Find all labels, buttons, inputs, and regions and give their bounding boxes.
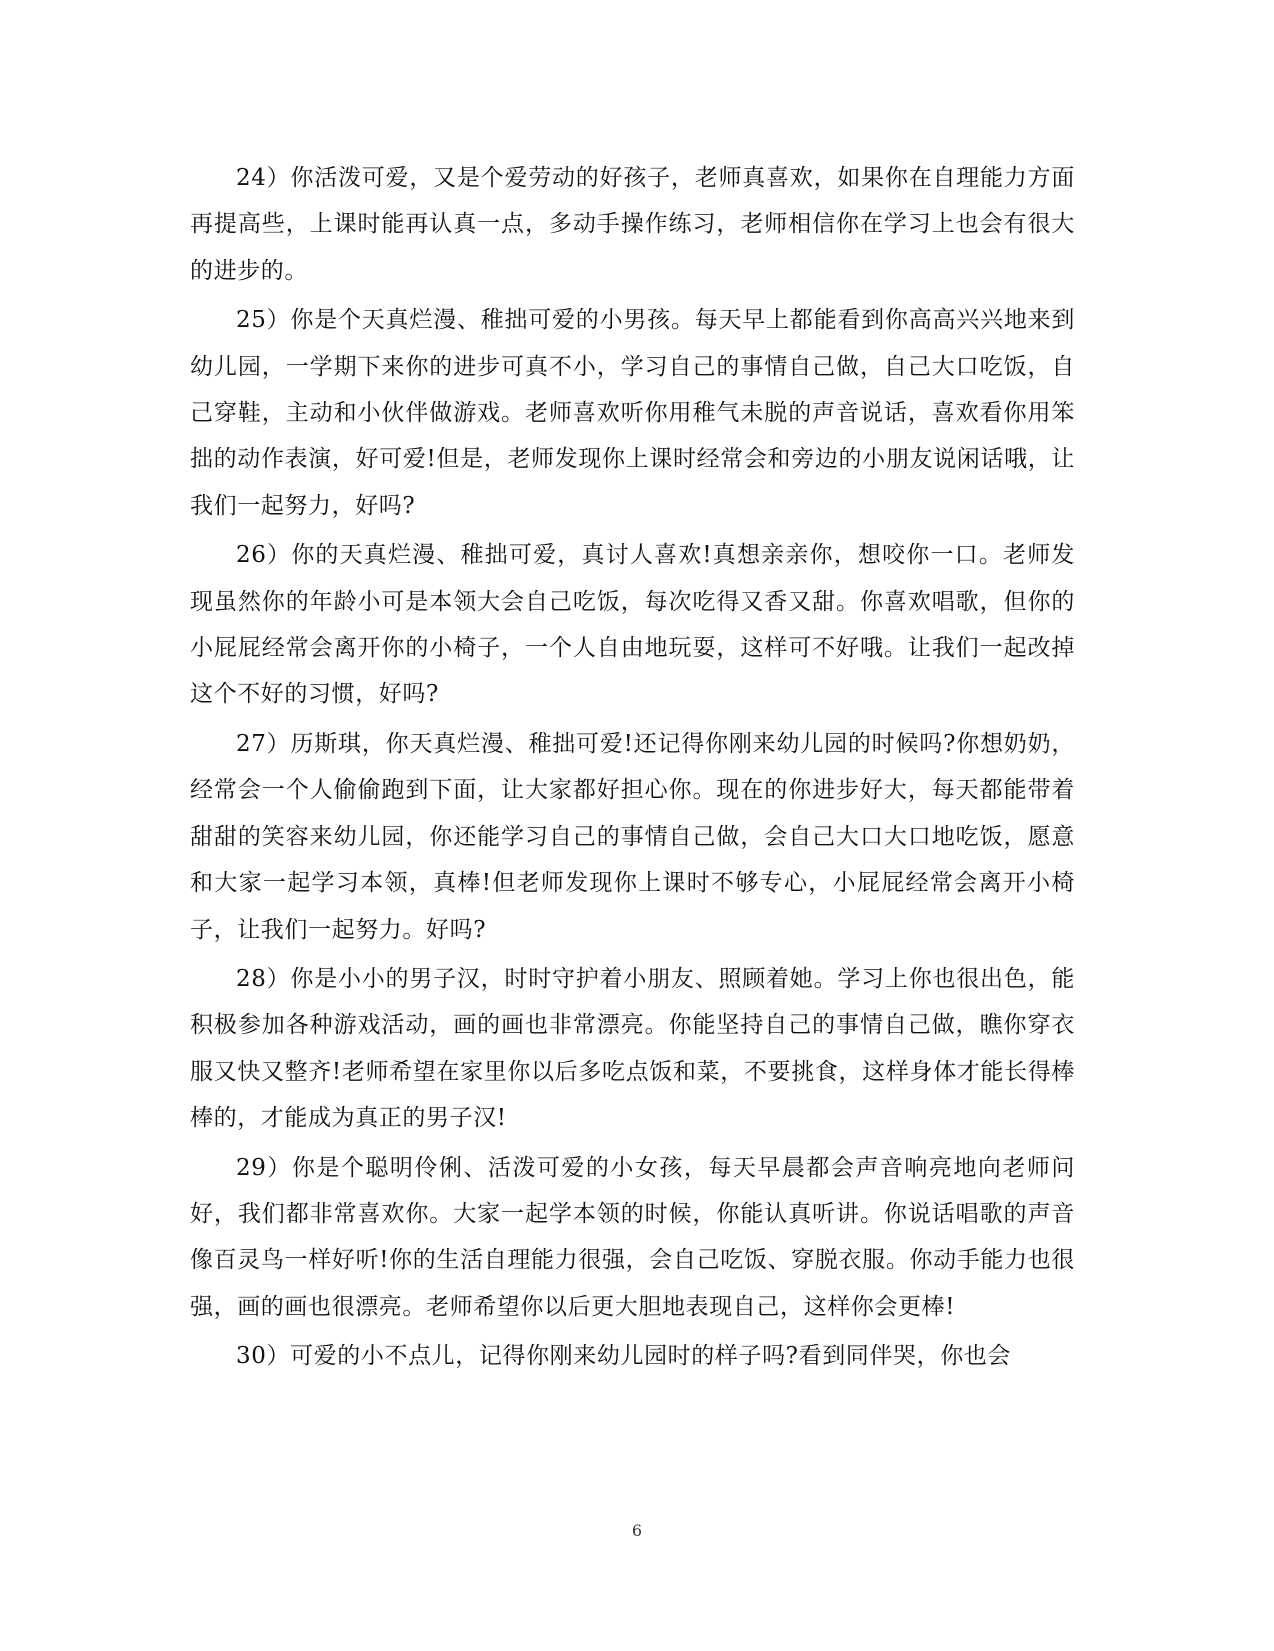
paragraph-29: 29）你是个聪明伶俐、活泼可爱的小女孩，每天早晨都会声音响亮地向老师问好，我们都非常喜欢你。大家一起学本领的时候，你能认真听讲。你说话唱歌的声音像百灵鸟一样好听!你的生活自理能力很强，会自己吃饭、穿脱衣服。你动手能力也很强，画的画也很漂亮。老师希望你以后更大胆地表现自己，这样你会更棒! bbox=[190, 1154, 1075, 1320]
paragraph-25: 25）你是个天真烂漫、稚拙可爱的小男孩。每天早上都能看到你高高兴兴地来到幼儿园，一学期下来你的进步可真不小，学习自己的事情自己做，自己大口吃饭，自己穿鞋，主动和小伙伴做游戏。老师喜欢听你用稚气未脱的声音说话，喜欢看你用笨拙的动作表演，好可爱!但是，老师发现你上课时经常会和旁边的小朋友说闲话哦，让我们一起努力，好吗? bbox=[190, 307, 1075, 519]
paragraph-26: 26）你的天真烂漫、稚拙可爱，真讨人喜欢!真想亲亲你，想咬你一口。老师发现虽然你的年龄小可是本领大会自己吃饭，每次吃得又香又甜。你喜欢唱歌，但你的小屁屁经常会离开你的小椅子，一个人自由地玩耍，这样可不好哦。让我们一起改掉这个不好的习惯，好吗? bbox=[190, 542, 1075, 708]
paragraph-24: 24）你活泼可爱，又是个爱劳动的好孩子，老师真喜欢，如果你在自理能力方面再提高些，上课时能再认真一点，多动手操作练习，老师相信你在学习上也会有很大的进步的。 bbox=[190, 165, 1075, 284]
paragraph-27: 27）历斯琪，你天真烂漫、稚拙可爱!还记得你刚来幼儿园的时候吗?你想奶奶，经常会一个人偷偷跑到下面，让大家都好担心你。现在的你进步好大，每天都能带着甜甜的笑容来幼儿园，你还能学习自己的事情自己做，会自己大口大口地吃饭，愿意和大家一起学习本领，真棒!但老师发现你上课时不够专心，小屁屁经常会离开小椅子，让我们一起努力。好吗? bbox=[190, 730, 1075, 943]
page-number: 6 bbox=[631, 1521, 643, 1540]
paragraph-30: 30）可爱的小不点儿，记得你刚来幼儿园时的样子吗?看到同伴哭，你也会 bbox=[236, 1343, 1011, 1370]
paragraph-28: 28）你是小小的男子汉，时时守护着小朋友、照顾着她。学习上你也很出色，能积极参加各种游戏活动，画的画也非常漂亮。你能坚持自己的事情自己做，瞧你穿衣服又快又整齐!老师希望在家里你以后多吃点饭和菜，不要挑食，这样身体才能长得棒棒的，才能成为真正的男子汉! bbox=[190, 965, 1075, 1132]
document-body bbox=[190, 155, 1075, 1383]
